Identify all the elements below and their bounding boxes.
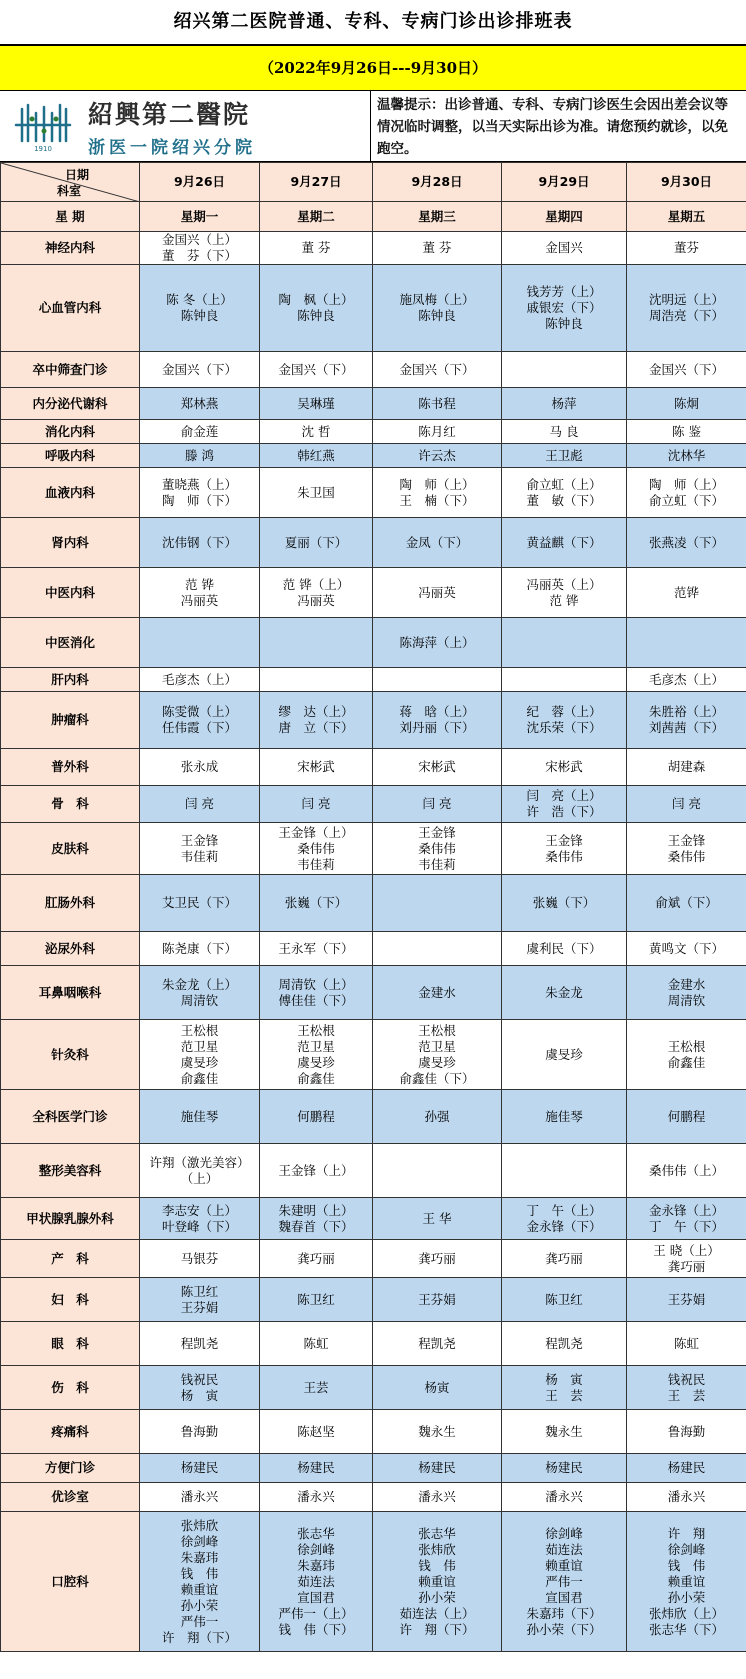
department-name: 甲状腺乳腺外科 bbox=[1, 1198, 140, 1240]
doctor-cell: 王金锋 桑伟伟 bbox=[502, 823, 627, 875]
department-name: 针灸科 bbox=[1, 1020, 140, 1090]
doctor-cell: 俞立虹（上） 董 敏（下） bbox=[502, 468, 627, 518]
doctor-cell: 金永锋（上） 丁 午（下） bbox=[627, 1198, 746, 1240]
weekday-label: 星 期 bbox=[1, 202, 140, 232]
doctor-cell: 陈虹 bbox=[260, 1322, 373, 1366]
doctor-cell: 龚巧丽 bbox=[260, 1240, 373, 1278]
doctor-cell bbox=[373, 668, 502, 692]
doctor-cell: 冯丽英（上） 范 铧 bbox=[502, 568, 627, 618]
hospital-logo bbox=[0, 91, 370, 161]
doctor-cell: 沈 哲 bbox=[260, 420, 373, 444]
doctor-cell: 王芬娟 bbox=[373, 1278, 502, 1322]
schedule-row bbox=[1, 618, 746, 668]
doctor-cell: 鲁海勤 bbox=[140, 1410, 260, 1454]
department-name: 肝内科 bbox=[1, 668, 140, 692]
weekday-header-row bbox=[1, 202, 746, 232]
doctor-cell: 闫 亮 bbox=[627, 786, 746, 823]
department-name: 中医内科 bbox=[1, 568, 140, 618]
doctor-cell: 马银芬 bbox=[140, 1240, 260, 1278]
doctor-cell: 朱卫国 bbox=[260, 468, 373, 518]
department-name: 产 科 bbox=[1, 1240, 140, 1278]
doctor-cell: 闫 亮 bbox=[373, 786, 502, 823]
doctor-cell: 王 晓（上） 龚巧丽 bbox=[627, 1240, 746, 1278]
doctor-cell: 黄鸣文（下） bbox=[627, 932, 746, 966]
logo-subtitle: 浙医一院绍兴分院 bbox=[88, 137, 256, 158]
doctor-cell: 沈明远（上） 周浩亮（下） bbox=[627, 265, 746, 352]
schedule-row bbox=[1, 1366, 746, 1410]
doctor-cell: 艾卫民（下） bbox=[140, 875, 260, 932]
doctor-cell: 杨 寅 王 芸 bbox=[502, 1366, 627, 1410]
department-name: 方便门诊 bbox=[1, 1454, 140, 1483]
doctor-cell: 范铧 bbox=[627, 568, 746, 618]
doctor-cell bbox=[502, 668, 627, 692]
doctor-cell: 董芬 bbox=[627, 232, 746, 265]
doctor-cell: 闫 亮 bbox=[260, 786, 373, 823]
schedule-row bbox=[1, 1512, 746, 1652]
weekday-header: 星期五 bbox=[627, 202, 746, 232]
doctor-cell: 王永军（下） bbox=[260, 932, 373, 966]
doctor-cell bbox=[502, 618, 627, 668]
doctor-cell: 金国兴（下） bbox=[373, 352, 502, 388]
doctor-cell: 鲁海勤 bbox=[627, 1410, 746, 1454]
schedule-row bbox=[1, 823, 746, 875]
department-name: 呼吸内科 bbox=[1, 444, 140, 468]
doctor-cell: 蒋 晗（上） 刘丹丽（下） bbox=[373, 692, 502, 749]
doctor-cell: 宋彬武 bbox=[373, 749, 502, 786]
department-name: 神经内科 bbox=[1, 232, 140, 265]
department-name: 口腔科 bbox=[1, 1512, 140, 1652]
weekday-header: 星期二 bbox=[260, 202, 373, 232]
doctor-cell: 俞斌（下） bbox=[627, 875, 746, 932]
doctor-cell: 杨建民 bbox=[260, 1454, 373, 1483]
doctor-cell: 胡建森 bbox=[627, 749, 746, 786]
corner-dept-label: 科室 bbox=[57, 184, 82, 198]
doctor-cell: 陈卫红 bbox=[502, 1278, 627, 1322]
department-name: 优诊室 bbox=[1, 1483, 140, 1512]
doctor-cell: 何鹏程 bbox=[260, 1090, 373, 1144]
date-header: 9月26日 bbox=[140, 163, 260, 202]
date-range: （2022年9月26日---9月30日） bbox=[0, 44, 746, 91]
doctor-cell: 金国兴（下） bbox=[140, 352, 260, 388]
doctor-cell: 施凤梅（上） 陈钟良 bbox=[373, 265, 502, 352]
doctor-cell: 王松根 范卫星 虞旻珍 俞鑫佳 bbox=[260, 1020, 373, 1090]
doctor-cell: 陈卫红 bbox=[260, 1278, 373, 1322]
date-header: 9月29日 bbox=[502, 163, 627, 202]
doctor-cell: 缪 达（上） 唐 立（下） bbox=[260, 692, 373, 749]
doctor-cell: 杨建民 bbox=[627, 1454, 746, 1483]
doctor-cell: 丁 午（上） 金永锋（下） bbox=[502, 1198, 627, 1240]
doctor-cell: 桑伟伟（上） bbox=[627, 1144, 746, 1198]
doctor-cell: 朱建明（上） 魏春首（下） bbox=[260, 1198, 373, 1240]
doctor-cell: 王金锋（上） 桑伟伟 韦佳莉 bbox=[260, 823, 373, 875]
doctor-cell: 张志华 徐剑峰 朱嘉玮 茹连法 宣国君 严伟一（上） 钱 伟（下） bbox=[260, 1512, 373, 1652]
doctor-cell: 冯丽英 bbox=[373, 568, 502, 618]
doctor-cell: 钱芳芳（上） 戚银宏（下） 陈钟良 bbox=[502, 265, 627, 352]
doctor-cell: 陈海萍（上） bbox=[373, 618, 502, 668]
doctor-cell: 王芸 bbox=[260, 1366, 373, 1410]
doctor-cell: 纪 蓉（上） 沈乐荣（下） bbox=[502, 692, 627, 749]
doctor-cell: 王松根 俞鑫佳 bbox=[627, 1020, 746, 1090]
doctor-cell: 董 芬 bbox=[260, 232, 373, 265]
department-name: 皮肤科 bbox=[1, 823, 140, 875]
doctor-cell: 金国兴（下） bbox=[627, 352, 746, 388]
doctor-cell: 陈雯微（上） 任伟霞（下） bbox=[140, 692, 260, 749]
doctor-cell: 陶 师（上） 王 楠（下） bbox=[373, 468, 502, 518]
doctor-cell: 王卫彪 bbox=[502, 444, 627, 468]
department-name: 内分泌代谢科 bbox=[1, 388, 140, 420]
doctor-cell: 杨建民 bbox=[502, 1454, 627, 1483]
schedule-row bbox=[1, 232, 746, 265]
doctor-cell: 金建水 周清钦 bbox=[627, 966, 746, 1020]
doctor-cell: 郑林燕 bbox=[140, 388, 260, 420]
schedule-row bbox=[1, 1483, 746, 1512]
doctor-cell bbox=[502, 1144, 627, 1198]
doctor-cell: 闫 亮 bbox=[140, 786, 260, 823]
doctor-cell: 周清钦（上） 傅佳佳（下） bbox=[260, 966, 373, 1020]
doctor-cell: 杨建民 bbox=[140, 1454, 260, 1483]
doctor-cell: 施佳琴 bbox=[502, 1090, 627, 1144]
schedule-row bbox=[1, 352, 746, 388]
doctor-cell: 金凤（下） bbox=[373, 518, 502, 568]
schedule-row bbox=[1, 966, 746, 1020]
corner-date-label: 日期 bbox=[64, 168, 89, 182]
doctor-cell bbox=[373, 932, 502, 966]
doctor-cell: 王金锋（上） bbox=[260, 1144, 373, 1198]
doctor-cell: 陶 枫（上） 陈钟良 bbox=[260, 265, 373, 352]
schedule-row bbox=[1, 444, 746, 468]
doctor-cell: 范 铧（上） 冯丽英 bbox=[260, 568, 373, 618]
doctor-cell: 李志安（上） 叶登峰（下） bbox=[140, 1198, 260, 1240]
doctor-cell: 滕 鸿 bbox=[140, 444, 260, 468]
doctor-cell: 程凯尧 bbox=[373, 1322, 502, 1366]
doctor-cell: 陶 师（上） 俞立虹（下） bbox=[627, 468, 746, 518]
schedule-row bbox=[1, 1240, 746, 1278]
doctor-cell: 潘永兴 bbox=[627, 1483, 746, 1512]
doctor-cell: 陈 鉴 bbox=[627, 420, 746, 444]
doctor-cell: 陈书程 bbox=[373, 388, 502, 420]
schedule-row bbox=[1, 1322, 746, 1366]
doctor-cell: 范 铧 冯丽英 bbox=[140, 568, 260, 618]
schedule-row bbox=[1, 1278, 746, 1322]
doctor-cell: 陈卫红 王芬娟 bbox=[140, 1278, 260, 1322]
schedule-row bbox=[1, 518, 746, 568]
department-name: 血液内科 bbox=[1, 468, 140, 518]
doctor-cell: 王松根 范卫星 虞旻珍 俞鑫佳 bbox=[140, 1020, 260, 1090]
hospital-emblem-icon bbox=[12, 99, 74, 153]
doctor-cell: 王金锋 韦佳莉 bbox=[140, 823, 260, 875]
doctor-cell: 夏丽（下） bbox=[260, 518, 373, 568]
doctor-cell: 王金锋 桑伟伟 韦佳莉 bbox=[373, 823, 502, 875]
department-name: 中医消化 bbox=[1, 618, 140, 668]
doctor-cell bbox=[260, 618, 373, 668]
date-header: 9月30日 bbox=[627, 163, 746, 202]
doctor-cell: 徐剑峰 茹连法 赖重谊 严伟一 宣国君 朱嘉玮（下） 孙小荣（下） bbox=[502, 1512, 627, 1652]
department-name: 眼 科 bbox=[1, 1322, 140, 1366]
doctor-cell: 朱金龙 bbox=[502, 966, 627, 1020]
doctor-cell bbox=[373, 875, 502, 932]
doctor-cell: 何鹏程 bbox=[627, 1090, 746, 1144]
doctor-cell: 潘永兴 bbox=[373, 1483, 502, 1512]
doctor-cell: 龚巧丽 bbox=[502, 1240, 627, 1278]
weekday-header: 星期一 bbox=[140, 202, 260, 232]
doctor-cell: 施佳琴 bbox=[140, 1090, 260, 1144]
doctor-cell: 毛彦杰（上） bbox=[627, 668, 746, 692]
doctor-cell: 金国兴（上） 董 芬（下） bbox=[140, 232, 260, 265]
department-name: 泌尿外科 bbox=[1, 932, 140, 966]
logo-year: 1910 bbox=[34, 145, 52, 153]
department-name: 普外科 bbox=[1, 749, 140, 786]
doctor-cell: 陈赵坚 bbox=[260, 1410, 373, 1454]
doctor-cell: 张巍（下） bbox=[260, 875, 373, 932]
doctor-cell bbox=[502, 352, 627, 388]
doctor-cell: 毛彦杰（上） bbox=[140, 668, 260, 692]
doctor-cell: 张志华 张炜欣 钱 伟 赖重谊 孙小荣 茹连法（上） 许 翔（下） bbox=[373, 1512, 502, 1652]
doctor-cell: 陈炯 bbox=[627, 388, 746, 420]
doctor-cell: 吴琳瑾 bbox=[260, 388, 373, 420]
schedule-table bbox=[0, 162, 746, 1652]
doctor-cell: 魏永生 bbox=[373, 1410, 502, 1454]
doctor-cell: 马 良 bbox=[502, 420, 627, 444]
schedule-row bbox=[1, 388, 746, 420]
doctor-cell bbox=[627, 618, 746, 668]
logo-name: 紹興第二醫院 bbox=[88, 99, 251, 129]
doctor-cell bbox=[373, 1144, 502, 1198]
date-header-row bbox=[1, 163, 746, 202]
doctor-cell: 潘永兴 bbox=[502, 1483, 627, 1512]
weekday-header: 星期三 bbox=[373, 202, 502, 232]
department-name: 肛肠外科 bbox=[1, 875, 140, 932]
doctor-cell: 许翔（激光美容） （上） bbox=[140, 1144, 260, 1198]
doctor-cell: 张巍（下） bbox=[502, 875, 627, 932]
schedule-row bbox=[1, 749, 746, 786]
schedule-row bbox=[1, 568, 746, 618]
doctor-cell: 潘永兴 bbox=[140, 1483, 260, 1512]
doctor-cell: 韩红燕 bbox=[260, 444, 373, 468]
schedule-row bbox=[1, 468, 746, 518]
schedule-row bbox=[1, 932, 746, 966]
doctor-cell: 王 华 bbox=[373, 1198, 502, 1240]
doctor-cell: 虞利民（下） bbox=[502, 932, 627, 966]
doctor-cell: 钱祝民 杨 寅 bbox=[140, 1366, 260, 1410]
department-name: 疼痛科 bbox=[1, 1410, 140, 1454]
doctor-cell: 沈林华 bbox=[627, 444, 746, 468]
doctor-cell: 陈月红 bbox=[373, 420, 502, 444]
doctor-cell: 朱金龙（上） 周清钦 bbox=[140, 966, 260, 1020]
doctor-cell: 张燕凌（下） bbox=[627, 518, 746, 568]
date-header: 9月27日 bbox=[260, 163, 373, 202]
department-name: 卒中筛查门诊 bbox=[1, 352, 140, 388]
department-name: 全科医学门诊 bbox=[1, 1090, 140, 1144]
doctor-cell: 王金锋 桑伟伟 bbox=[627, 823, 746, 875]
doctor-cell: 杨寅 bbox=[373, 1366, 502, 1410]
doctor-cell: 许云杰 bbox=[373, 444, 502, 468]
department-name: 肾内科 bbox=[1, 518, 140, 568]
schedule-row bbox=[1, 1090, 746, 1144]
doctor-cell: 王松根 范卫星 虞旻珍 俞鑫佳（下） bbox=[373, 1020, 502, 1090]
doctor-cell: 杨萍 bbox=[502, 388, 627, 420]
department-name: 消化内科 bbox=[1, 420, 140, 444]
corner-cell bbox=[1, 163, 140, 202]
banner bbox=[0, 91, 746, 162]
department-name: 耳鼻咽喉科 bbox=[1, 966, 140, 1020]
schedule-row bbox=[1, 668, 746, 692]
doctor-cell: 俞金莲 bbox=[140, 420, 260, 444]
doctor-cell: 虞旻珍 bbox=[502, 1020, 627, 1090]
department-name: 心血管内科 bbox=[1, 265, 140, 352]
doctor-cell: 朱胜裕（上） 刘茜茜（下） bbox=[627, 692, 746, 749]
doctor-cell: 宋彬武 bbox=[260, 749, 373, 786]
schedule-row bbox=[1, 1020, 746, 1090]
doctor-cell: 陈虹 bbox=[627, 1322, 746, 1366]
doctor-cell: 张炜欣 徐剑峰 朱嘉玮 钱 伟 赖重谊 孙小荣 严伟一 许 翔（下） bbox=[140, 1512, 260, 1652]
weekday-header: 星期四 bbox=[502, 202, 627, 232]
doctor-cell: 钱祝民 王 芸 bbox=[627, 1366, 746, 1410]
schedule-row bbox=[1, 1144, 746, 1198]
schedule-row bbox=[1, 1198, 746, 1240]
schedule-row bbox=[1, 420, 746, 444]
schedule-row bbox=[1, 786, 746, 823]
schedule-row bbox=[1, 1454, 746, 1483]
doctor-cell: 张永成 bbox=[140, 749, 260, 786]
schedule-row bbox=[1, 692, 746, 749]
schedule-row bbox=[1, 265, 746, 352]
doctor-cell: 宋彬武 bbox=[502, 749, 627, 786]
doctor-cell: 董 芬 bbox=[373, 232, 502, 265]
doctor-cell: 龚巧丽 bbox=[373, 1240, 502, 1278]
doctor-cell: 许 翔 徐剑峰 钱 伟 赖重谊 孙小荣 张炜欣（上） 张志华（下） bbox=[627, 1512, 746, 1652]
doctor-cell: 魏永生 bbox=[502, 1410, 627, 1454]
doctor-cell: 金建水 bbox=[373, 966, 502, 1020]
doctor-cell: 金国兴（下） bbox=[260, 352, 373, 388]
notice-text: 温馨提示：出诊普通、专科、专病门诊医生会因出差会议等情况临时调整，以当天实际出诊为准。请您预约就诊，以免跑空。 bbox=[370, 91, 746, 161]
page-title: 绍兴第二医院普通、专科、专病门诊出诊排班表 bbox=[173, 11, 573, 32]
doctor-cell: 陈尧康（下） bbox=[140, 932, 260, 966]
doctor-cell bbox=[260, 668, 373, 692]
doctor-cell: 沈伟钢（下） bbox=[140, 518, 260, 568]
doctor-cell: 闫 亮（上） 许 浩（下） bbox=[502, 786, 627, 823]
doctor-cell: 潘永兴 bbox=[260, 1483, 373, 1512]
doctor-cell: 王芬娟 bbox=[627, 1278, 746, 1322]
doctor-cell bbox=[140, 618, 260, 668]
department-name: 妇 科 bbox=[1, 1278, 140, 1322]
schedule-row bbox=[1, 875, 746, 932]
doctor-cell: 陈 冬（上） 陈钟良 bbox=[140, 265, 260, 352]
department-name: 肿瘤科 bbox=[1, 692, 140, 749]
department-name: 骨 科 bbox=[1, 786, 140, 823]
doctor-cell: 黄益麒（下） bbox=[502, 518, 627, 568]
doctor-cell: 杨建民 bbox=[373, 1454, 502, 1483]
doctor-cell: 程凯尧 bbox=[502, 1322, 627, 1366]
department-name: 伤 科 bbox=[1, 1366, 140, 1410]
doctor-cell: 董晓燕（上） 陶 师（下） bbox=[140, 468, 260, 518]
schedule-row bbox=[1, 1410, 746, 1454]
doctor-cell: 程凯尧 bbox=[140, 1322, 260, 1366]
doctor-cell: 孙强 bbox=[373, 1090, 502, 1144]
date-header: 9月28日 bbox=[373, 163, 502, 202]
doctor-cell: 金国兴 bbox=[502, 232, 627, 265]
department-name: 整形美容科 bbox=[1, 1144, 140, 1198]
